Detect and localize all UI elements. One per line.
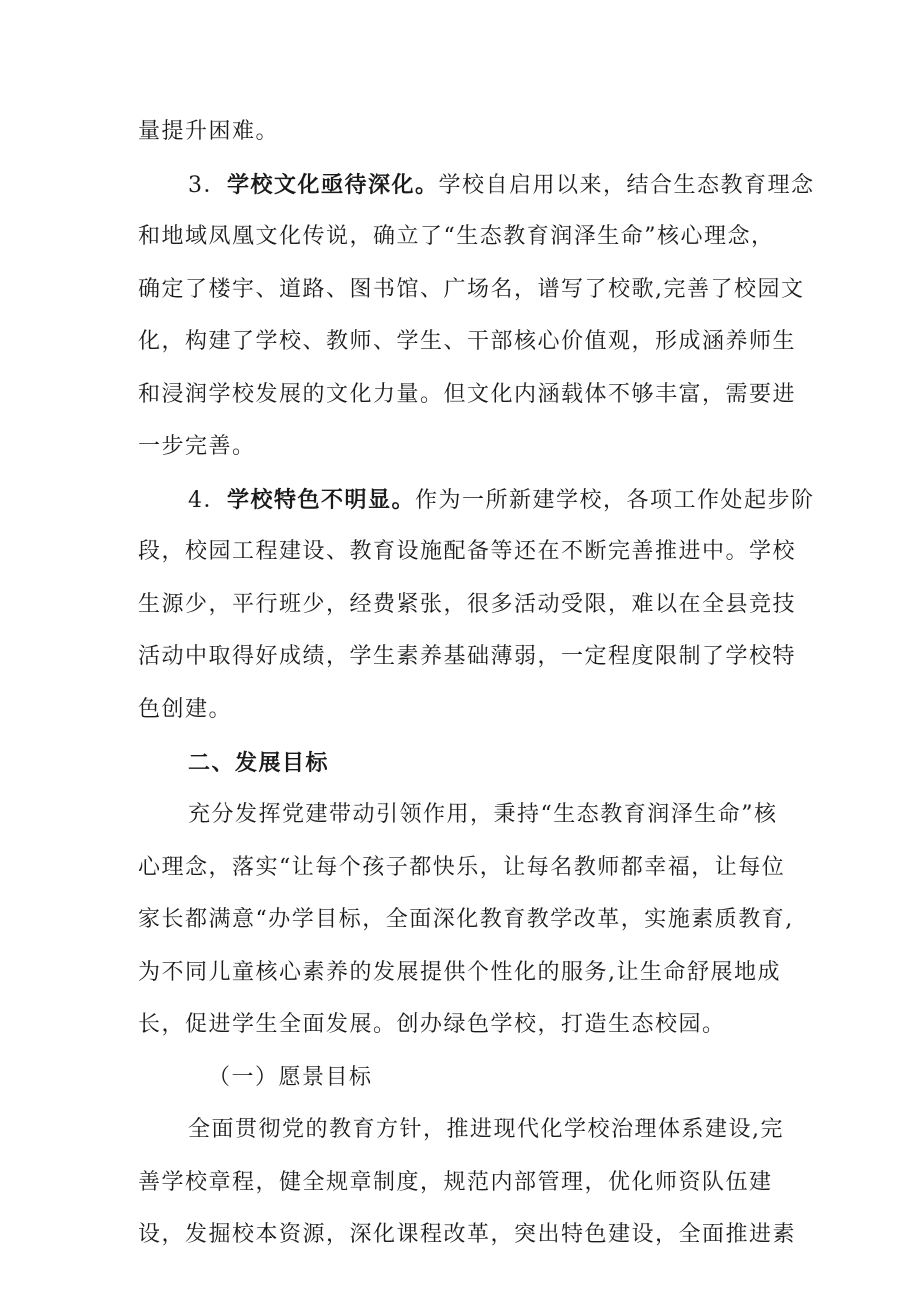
paragraph-line: 段，校园工程建设、教育设施配备等还在不断完善推进中。学校	[138, 539, 797, 564]
paragraph-line: 色创建。	[138, 697, 233, 722]
paragraph-line: 化，构建了学校、教师、学生、干部核心价值观，形成涵养师生	[138, 329, 797, 354]
paragraph-line: 为不同儿童核心素养的发展提供个性化的服务,让生命舒展地成	[138, 960, 781, 985]
paragraph-line: 确定了楼宇、道路、图书馆、广场名，谱写了校歌,完善了校园文	[138, 277, 805, 302]
item-heading: 学校特色不明显。	[227, 487, 416, 513]
section-heading: 二、发展目标	[188, 750, 330, 776]
paragraph-line: 生源少，平行班少，经费紧张，很多活动受限，难以在全县竞技	[138, 592, 797, 617]
paragraph-line: 一步完善。	[138, 434, 256, 459]
section-4-line: 4．学校特色不明显。作为一所新建学校，各项工作处起步阶	[188, 487, 815, 513]
paragraph-line: 善学校章程，健全规章制度，规范内部管理，优化师资队伍建	[138, 1170, 773, 1195]
item-number: 4．	[188, 488, 227, 513]
paragraph-line: 和浸润学校发展的文化力量。但文化内涵载体不够丰富，需要进	[138, 382, 797, 407]
paragraph-line: 长，促进学生全面发展。创办绿色学校，打造生态校园。	[138, 1012, 726, 1037]
paragraph-line: 全面贯彻党的教育方针，推进现代化学校治理体系建设,完	[188, 1117, 784, 1142]
paragraph-line: 家长都满意“办学目标，全面深化教育教学改革，实施素质教育,	[138, 907, 794, 932]
paragraph-line: 设，发掘校本资源，深化课程改革，突出特色建设，全面推进素	[138, 1222, 797, 1247]
item-number: 3．	[188, 173, 227, 198]
item-heading: 学校文化亟待深化。	[227, 172, 439, 198]
paragraph-line: 和地域凤凰文化传说，确立了“生态教育润泽生命”核心理念，	[138, 224, 775, 249]
paragraph-line: 充分发挥党建带动引领作用，秉持“生态教育润泽生命”核	[188, 802, 778, 827]
subsection-heading: （一）愿景目标	[208, 1065, 373, 1090]
section-3-line: 3．学校文化亟待深化。学校自启用以来，结合生态教育理念	[188, 172, 815, 198]
paragraph-line: 心理念，落实“让每个孩子都快乐，让每名教师都幸福，让每位	[138, 855, 786, 880]
paragraph-line: 活动中取得好成绩，学生素养基础薄弱，一定程度限制了学校特	[138, 644, 797, 669]
paragraph-line: 量提升困难。	[138, 119, 280, 144]
